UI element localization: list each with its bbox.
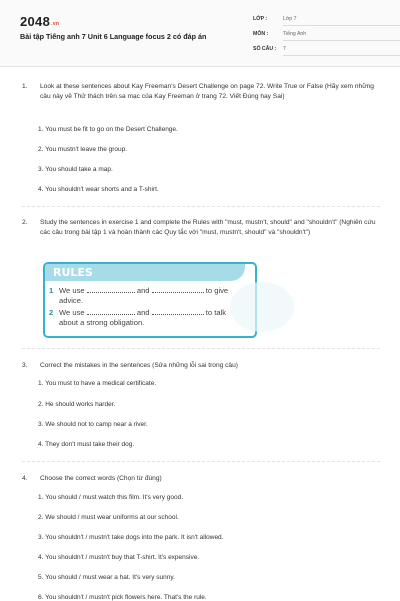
rule-line-1-cont: advice.	[59, 296, 84, 305]
meta-class-label: LỚP :	[253, 16, 268, 22]
meta-count-value: 7	[283, 46, 286, 52]
question-text: Correct the mistakes in the sentences (Sửa những lỗi sai trong câu)	[40, 362, 238, 369]
question-1-item-1: 1. You must be fit to go on the Desert Challenge.	[38, 126, 178, 133]
rule-mid: and	[136, 308, 150, 317]
meta-class	[253, 16, 297, 22]
document-title: Bài tập Tiếng anh 7 Unit 6 Language focus 2 có đáp án	[20, 32, 207, 41]
question-1-item-2: 2. You mustn't leave the group.	[38, 146, 128, 153]
question-number: 1.	[22, 83, 28, 90]
question-1-item-4: 4. You shouldn't wear shorts and a T-shirt.	[38, 186, 159, 193]
meta-count-label: SỐ CÂU :	[253, 46, 277, 52]
meta-subject-value: Tiếng Anh	[283, 31, 307, 37]
question-4-item-1: 1. You should / must watch this film. It's very good.	[38, 494, 184, 501]
meta-class-value: Lớp 7	[283, 16, 297, 22]
question-number: 3.	[22, 362, 28, 369]
rule-pre: We use	[59, 308, 85, 317]
rule-blank[interactable]	[87, 308, 135, 315]
question-text: Look at these sentences about Kay Freeman's Desert Challenge on page 72. Write True or False (Hãy xem những câu này về Thử thách trên sa mạc của Kay Freeman ở trang 72. Viết Đúng hay Sai)	[40, 83, 374, 100]
question-4-item-6: 6. You shouldn't / mustn't pick flowers here. That's the rule.	[38, 594, 207, 601]
question-4-item-4: 4. You shouldn't / mustn't buy that T-shirt. It's expensive.	[38, 554, 200, 561]
rule-blank[interactable]	[87, 286, 135, 293]
question-text: Choose the correct words (Chọn từ đúng)	[40, 475, 162, 482]
rule-number: 1	[49, 286, 54, 295]
question-1-item-3: 3. You should take a map.	[38, 166, 113, 173]
rules-title: RULES	[45, 264, 245, 281]
meta-subject-label: MÔN :	[253, 31, 269, 37]
question-number: 2.	[22, 219, 28, 226]
logo-sub: .vn	[51, 21, 60, 27]
question-3-item-3: 3. We should not to camp near a river.	[38, 421, 148, 428]
question-4-item-3: 3. You shouldn't / mustn't take dogs into the park. It isn't allowed.	[38, 534, 224, 541]
question-4-item-5: 5. You should / must wear a hat. It's very sunny.	[38, 574, 175, 581]
rule-line-2	[49, 308, 226, 318]
rule-number: 2	[49, 308, 54, 317]
question-number: 4.	[22, 475, 28, 482]
site-logo[interactable]	[20, 14, 59, 29]
rule-blank[interactable]	[152, 308, 204, 315]
rule-blank[interactable]	[152, 286, 204, 293]
rule-post: to talk	[205, 308, 227, 317]
meta-count	[253, 46, 286, 52]
rule-post: to give	[205, 286, 229, 295]
question-text: Study the sentences in exercise 1 and complete the Rules with "must, mustn't, should" and "shouldn't" (Nghiên cứu các câu trong bài tập 1 và hoàn thành các Quy tắc với "must, mustn't, should" và "shouldn't")	[40, 219, 376, 236]
page-header	[0, 0, 400, 67]
divider	[22, 348, 380, 349]
rule-line-2-cont: about a strong obligation.	[59, 318, 145, 327]
question-3-item-4: 4. They don't must take their dog.	[38, 441, 135, 448]
question-3-item-2: 2. He should works harder.	[38, 401, 116, 408]
question-4-item-2: 2. We should / must wear uniforms at our school.	[38, 514, 179, 521]
logo-main: 2048	[20, 14, 51, 29]
rule-mid: and	[136, 286, 150, 295]
divider	[22, 461, 380, 462]
rule-pre: We use	[59, 286, 85, 295]
divider	[22, 206, 380, 207]
rule-line-1	[49, 286, 228, 296]
meta-subject	[253, 31, 306, 37]
watermark-shape	[230, 282, 294, 332]
rules-box	[43, 262, 257, 338]
question-3-item-1: 1. You must to have a medical certificate.	[38, 380, 157, 387]
